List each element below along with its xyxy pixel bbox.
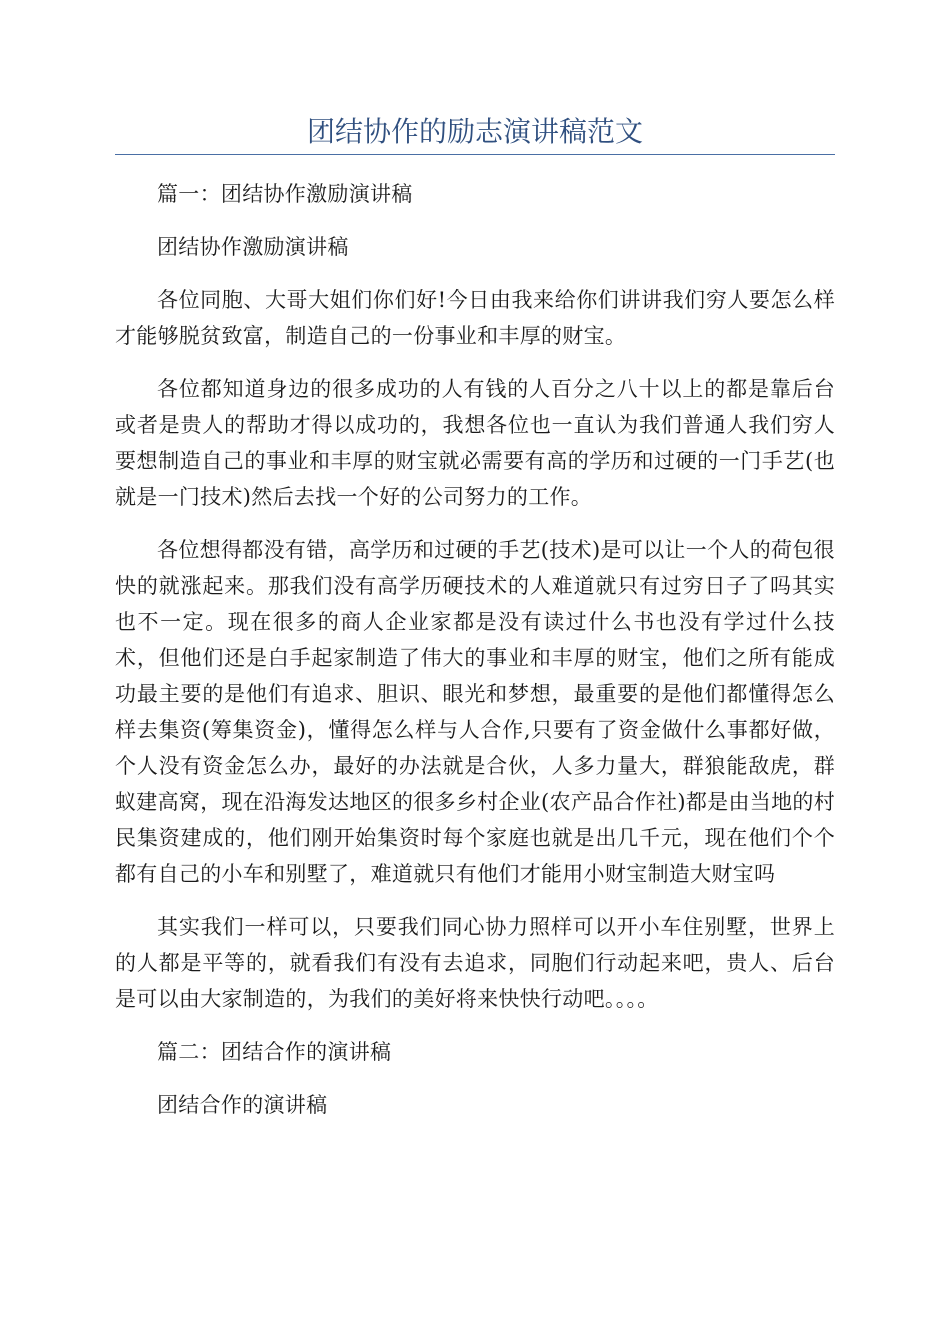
document-title: 团结协作的励志演讲稿范文 (306, 115, 643, 148)
paragraph-greeting: 各位同胞、大哥大姐们你们好!今日由我来给你们讲讲我们穷人要怎么样才能够脱贫致富，制造自己的一份事业和丰厚的财宝。 (115, 288, 835, 348)
paragraph-success-background: 各位都知道身边的很多成功的人有钱的人百分之八十以上的都是靠后台或者是贵人的帮助才得以成功的，我想各位也一直认为我们普通人我们穷人要想制造自己的事业和丰厚的财宝就必需要有高的学历和过硬的一门手艺(也就是一门技术)然后去找一个好的公司努力的工作。 (115, 377, 835, 509)
document-body (115, 176, 835, 1140)
subheading-2: 团结合作的演讲稿 (157, 1093, 328, 1117)
title-underline (115, 154, 835, 155)
subheading-1: 团结协作激励演讲稿 (157, 235, 349, 259)
section-heading-2: 篇二：团结合作的演讲稿 (157, 1040, 392, 1064)
paragraph-call-to-action: 其实我们一样可以，只要我们同心协力照样可以开小车住别墅，世界上的人都是平等的，就看我们有没有去追求，同胞们行动起来吧，贵人、后台是可以由大家制造的，为我们的美好将来快快行动吧。。。。 (115, 915, 835, 1011)
section-heading-1: 篇一：团结协作激励演讲稿 (157, 182, 413, 206)
paragraph-cooperation: 各位想得都没有错，高学历和过硬的手艺(技术)是可以让一个人的荷包很快的就涨起来。那我们没有高学历硬技术的人难道就只有过穷日子了吗其实也不一定。现在很多的商人企业家都是没有读过什么书也没有学过什么技术，但他们还是白手起家制造了伟大的事业和丰厚的财宝，他们之所有能成功最主要的是他们有追求、胆识、眼光和梦想，最重要的是他们都懂得怎么样去集资(筹集资金)，懂得怎么样与人合作,只要有了资金做什么事都好做，个人没有资金怎么办，最好的办法就是合伙，人多力量大，群狼能敌虎，群蚁建高窝，现在沿海发达地区的很多乡村企业(农产品合作社)都是由当地的村民集资建成的，他们刚开始集资时每个家庭也就是出几千元，现在他们个个都有自己的小车和别墅了，难道就只有他们才能用小财宝制造大财宝吗 (115, 538, 835, 886)
